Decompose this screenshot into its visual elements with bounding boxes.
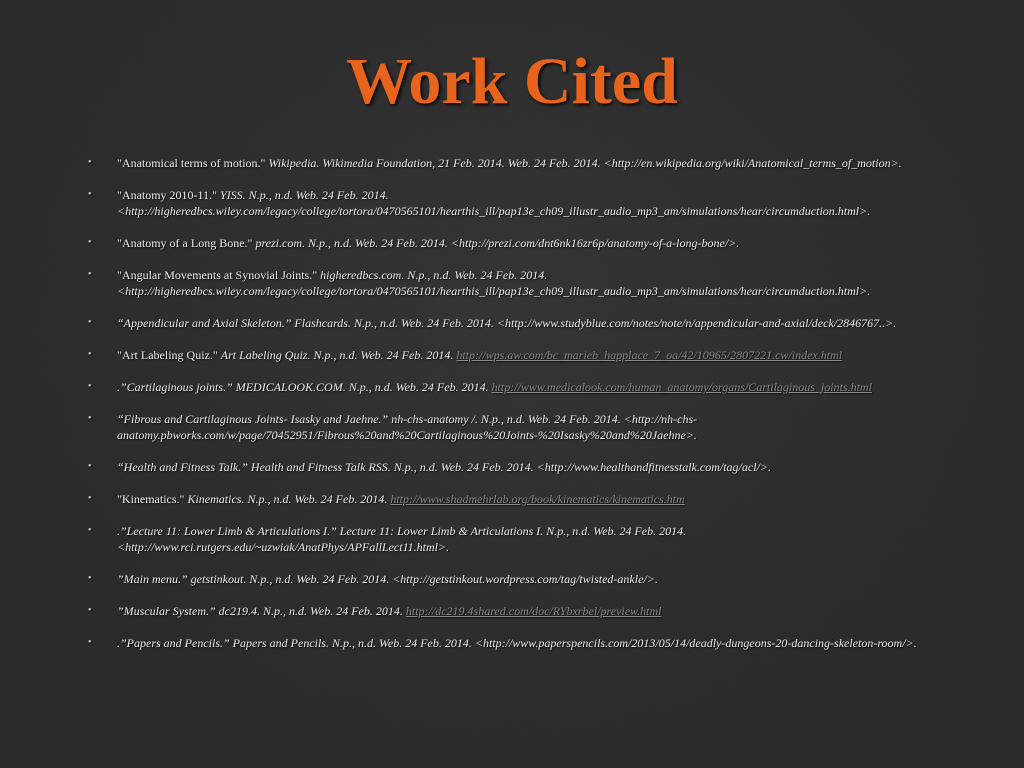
bullet-icon: • bbox=[88, 381, 92, 392]
reference-source: Art Labeling Quiz. N.p., n.d. Web. 24 Feb. 2014. bbox=[220, 348, 457, 362]
reference-item bbox=[88, 187, 928, 219]
bullet-icon: • bbox=[88, 189, 92, 200]
reference-source: Wikipedia. Wikimedia Foundation, 21 Feb. 2014. Web. 24 Feb. 2014. <http://en.wikipedia.org/wiki/Anatomical_terms_of_motion>. bbox=[268, 156, 902, 170]
reference-item bbox=[88, 267, 928, 299]
reference-item bbox=[88, 523, 928, 555]
reference-title: "Kinematics." bbox=[117, 492, 188, 506]
reference-source: ”Muscular System.” dc219.4. N.p., n.d. Web. 24 Feb. 2014. bbox=[117, 604, 406, 618]
reference-item bbox=[88, 459, 928, 475]
reference-item bbox=[88, 635, 928, 651]
bullet-icon: • bbox=[88, 493, 92, 504]
reference-title: "Anatomical terms of motion." bbox=[117, 156, 269, 170]
reference-source: .”Cartilaginous joints.” MEDICALOOK.COM. N.p., n.d. Web. 24 Feb. 2014. bbox=[117, 380, 492, 394]
bullet-icon: • bbox=[88, 605, 92, 616]
reference-source: “Health and Fitness Talk.” Health and Fitness Talk RSS. N.p., n.d. Web. 24 Feb. 2014. <http://www.healthandfitnesstalk.com/tag/acl/>. bbox=[117, 460, 771, 474]
reference-item bbox=[88, 491, 928, 507]
reference-item bbox=[88, 347, 928, 363]
reference-source: prezi.com. N.p., n.d. Web. 24 Feb. 2014. <http://prezi.com/dnt6nk16zr6p/anatomy-of-a-long-bone/>. bbox=[255, 236, 740, 250]
reference-item bbox=[88, 155, 928, 171]
bullet-icon: • bbox=[88, 269, 92, 280]
reference-source: “Appendicular and Axial Skeleton.” Flashcards. N.p., n.d. Web. 24 Feb. 2014. <http://www.studyblue.com/notes/note/n/appendicular-and-axial/deck/2846767..>. bbox=[117, 316, 897, 330]
reference-item bbox=[88, 315, 928, 331]
reference-source: higheredbcs.com. N.p., n.d. Web. 24 Feb. 2014. <http://higheredbcs.wiley.com/legacy/college/tortora/0470565101/hearthis_ill/pap13e_ch09_illustr_audio_mp3_am/simulations/hear/circumduction.html>. bbox=[117, 268, 871, 298]
bullet-icon: • bbox=[88, 317, 92, 328]
bullet-icon: • bbox=[88, 637, 92, 648]
bullet-icon: • bbox=[88, 349, 92, 360]
references-list bbox=[88, 155, 928, 667]
reference-source: ”Main menu.” getstinkout. N.p., n.d. Web. 24 Feb. 2014. <http://getstinkout.wordpress.com/tag/twisted-ankle/>. bbox=[117, 572, 658, 586]
reference-item bbox=[88, 571, 928, 587]
reference-link[interactable]: http://wps.aw.com/bc_marieb_happlace_7_oa/42/10965/2807221.cw/index.html bbox=[456, 348, 843, 362]
reference-item bbox=[88, 379, 928, 395]
reference-item bbox=[88, 235, 928, 251]
reference-link[interactable]: http://dc219.4shared.com/doc/RYbxrbel/preview.html bbox=[405, 604, 662, 618]
reference-item bbox=[88, 603, 928, 619]
bullet-icon: • bbox=[88, 525, 92, 536]
reference-source: Kinematics. N.p., n.d. Web. 24 Feb. 2014. bbox=[187, 492, 391, 506]
bullet-icon: • bbox=[88, 237, 92, 248]
reference-title: "Anatomy of a Long Bone." bbox=[117, 236, 256, 250]
slide-title: Work Cited bbox=[346, 45, 678, 118]
reference-source: YISS. N.p., n.d. Web. 24 Feb. 2014. <http://higheredbcs.wiley.com/legacy/college/tortora/0470565101/hearthis_ill/pap13e_ch09_illustr_audio_mp3_am/simulations/hear/circumduction.html>. bbox=[117, 188, 871, 218]
bullet-icon: • bbox=[88, 157, 92, 168]
bullet-icon: • bbox=[88, 573, 92, 584]
reference-title: "Angular Movements at Synovial Joints." bbox=[117, 268, 321, 282]
reference-link[interactable]: http://www.shadmehrlab.org/book/kinematics/kinematics.htm bbox=[390, 492, 685, 506]
reference-link[interactable]: http://www.medicalook.com/human_anatomy/organs/Cartilaginous_joints.html bbox=[491, 380, 872, 394]
reference-source: .”Lecture 11: Lower Limb & Articulations I.” Lecture 11: Lower Limb & Articulations I. N.p., n.d. Web. 24 Feb. 2014. <http://www.rci.rutgers.edu/~uzwiak/AnatPhys/APFallLect11.html>. bbox=[117, 524, 687, 554]
reference-source: .”Papers and Pencils.” Papers and Pencils. N.p., n.d. Web. 24 Feb. 2014. <http://www.paperspencils.com/2013/05/14/deadly-dungeons-20-dancing-skeleton-room/>. bbox=[117, 636, 917, 650]
reference-title: "Anatomy 2010-11." bbox=[117, 188, 221, 202]
reference-source: “Fibrous and Cartilaginous Joints- Isasky and Jaehne.” nh-chs-anatomy /. N.p., n.d. Web. 24 Feb. 2014. <http://nh-chs-anatomy.pbworks.com/w/page/70452951/Fibrous%20and%20Cartilaginous%20Joints-%20Isasky%20and%20Jaehne>. bbox=[117, 412, 698, 442]
bullet-icon: • bbox=[88, 413, 92, 424]
reference-title: "Art Labeling Quiz." bbox=[117, 348, 221, 362]
bullet-icon: • bbox=[88, 461, 92, 472]
reference-item bbox=[88, 411, 928, 443]
